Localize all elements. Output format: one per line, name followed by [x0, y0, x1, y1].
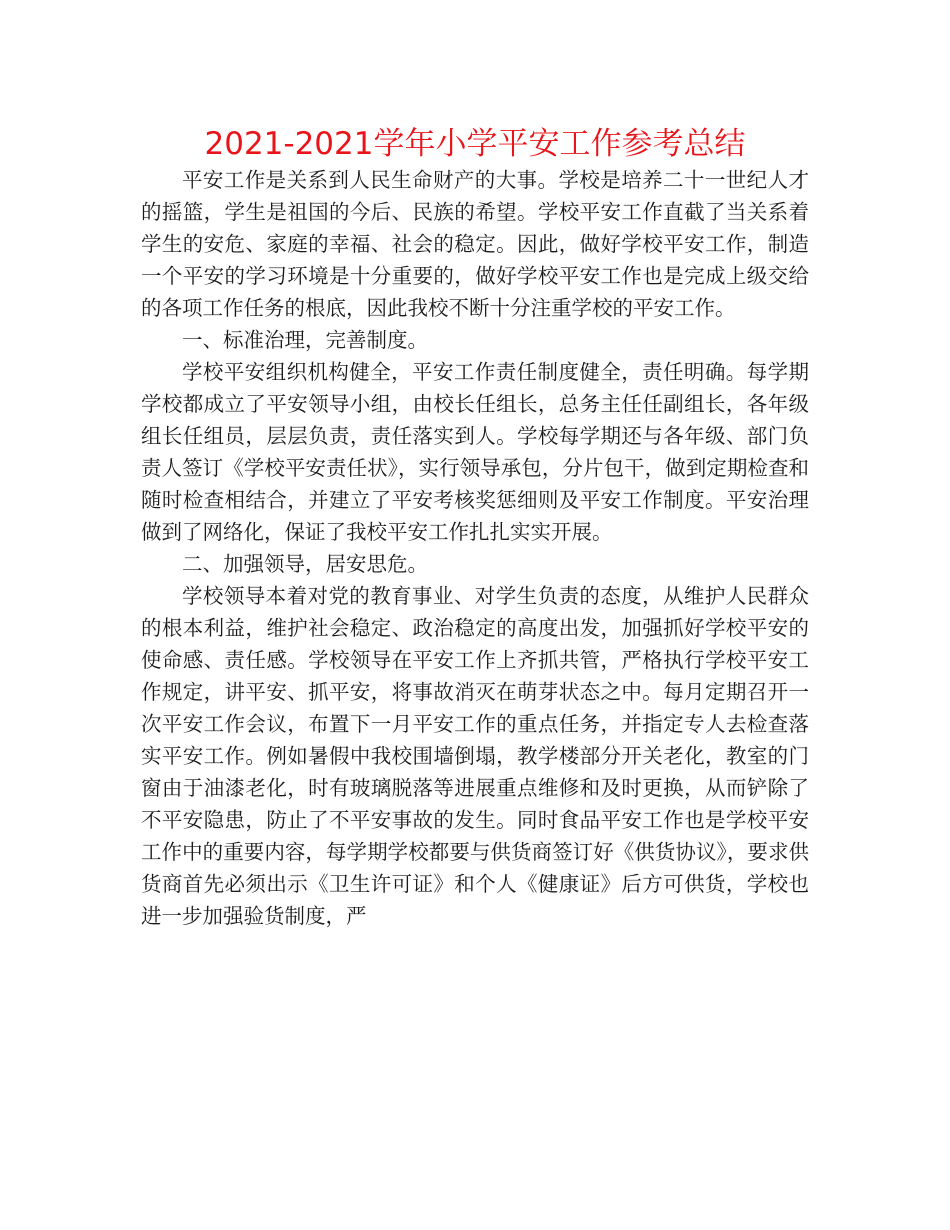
- document-title: 2021-2021学年小学平安工作参考总结: [204, 126, 746, 162]
- paragraph-section-1: 学校平安组织机构健全，平安工作责任制度健全，责任明确。每学期学校都成立了平安领导小组，由校长任组长，总务主任任副组长，各年级组长任组员，层层负责，责任落实到人。学校每学期还与各年级、部门负责人签订《学校平安责任状》，实行领导承包，分片包干，做到定期检查和随时检查相结合，并建立了平安考核奖惩细则及平安工作制度。平安治理做到了网络化，保证了我校平安工作扎扎实实开展。: [141, 360, 809, 544]
- document-body: [141, 164, 809, 932]
- section-heading-1: 一、标准治理，完善制度。: [182, 328, 428, 352]
- section-heading-2: 二、加强领导，居安思危。: [182, 552, 428, 576]
- paragraph-intro: 平安工作是关系到人民生命财产的大事。学校是培养二十一世纪人才的摇篮，学生是祖国的今后、民族的希望。学校平安工作直截了当关系着学生的安危、家庭的幸福、社会的稳定。因此，做好学校平安工作，制造一个平安的学习环境是十分重要的，做好学校平安工作也是完成上级交给的各项工作任务的根底，因此我校不断十分注重学校的平安工作。: [141, 168, 809, 320]
- paragraph-section-2: 学校领导本着对党的教育事业、对学生负责的态度，从维护人民群众的根本利益，维护社会稳定、政治稳定的高度出发，加强抓好学校平安的使命感、责任感。学校领导在平安工作上齐抓共管，严格执行学校平安工作规定，讲平安、抓平安，将事故消灭在萌芽状态之中。每月定期召开一次平安工作会议，布置下一月平安工作的重点任务，并指定专人去检查落实平安工作。例如暑假中我校围墙倒塌，教学楼部分开关老化，教室的门窗由于油漆老化，时有玻璃脱落等进展重点维修和及时更换，从而铲除了不平安隐患，防止了不平安事故的发生。同时食品平安工作也是学校平安工作中的重要内容，每学期学校都要与供货商签订好《供货协议》，要求供货商首先必须出示《卫生许可证》和个人《健康证》后方可供货，学校也进一步加强验货制度，严: [141, 584, 809, 928]
